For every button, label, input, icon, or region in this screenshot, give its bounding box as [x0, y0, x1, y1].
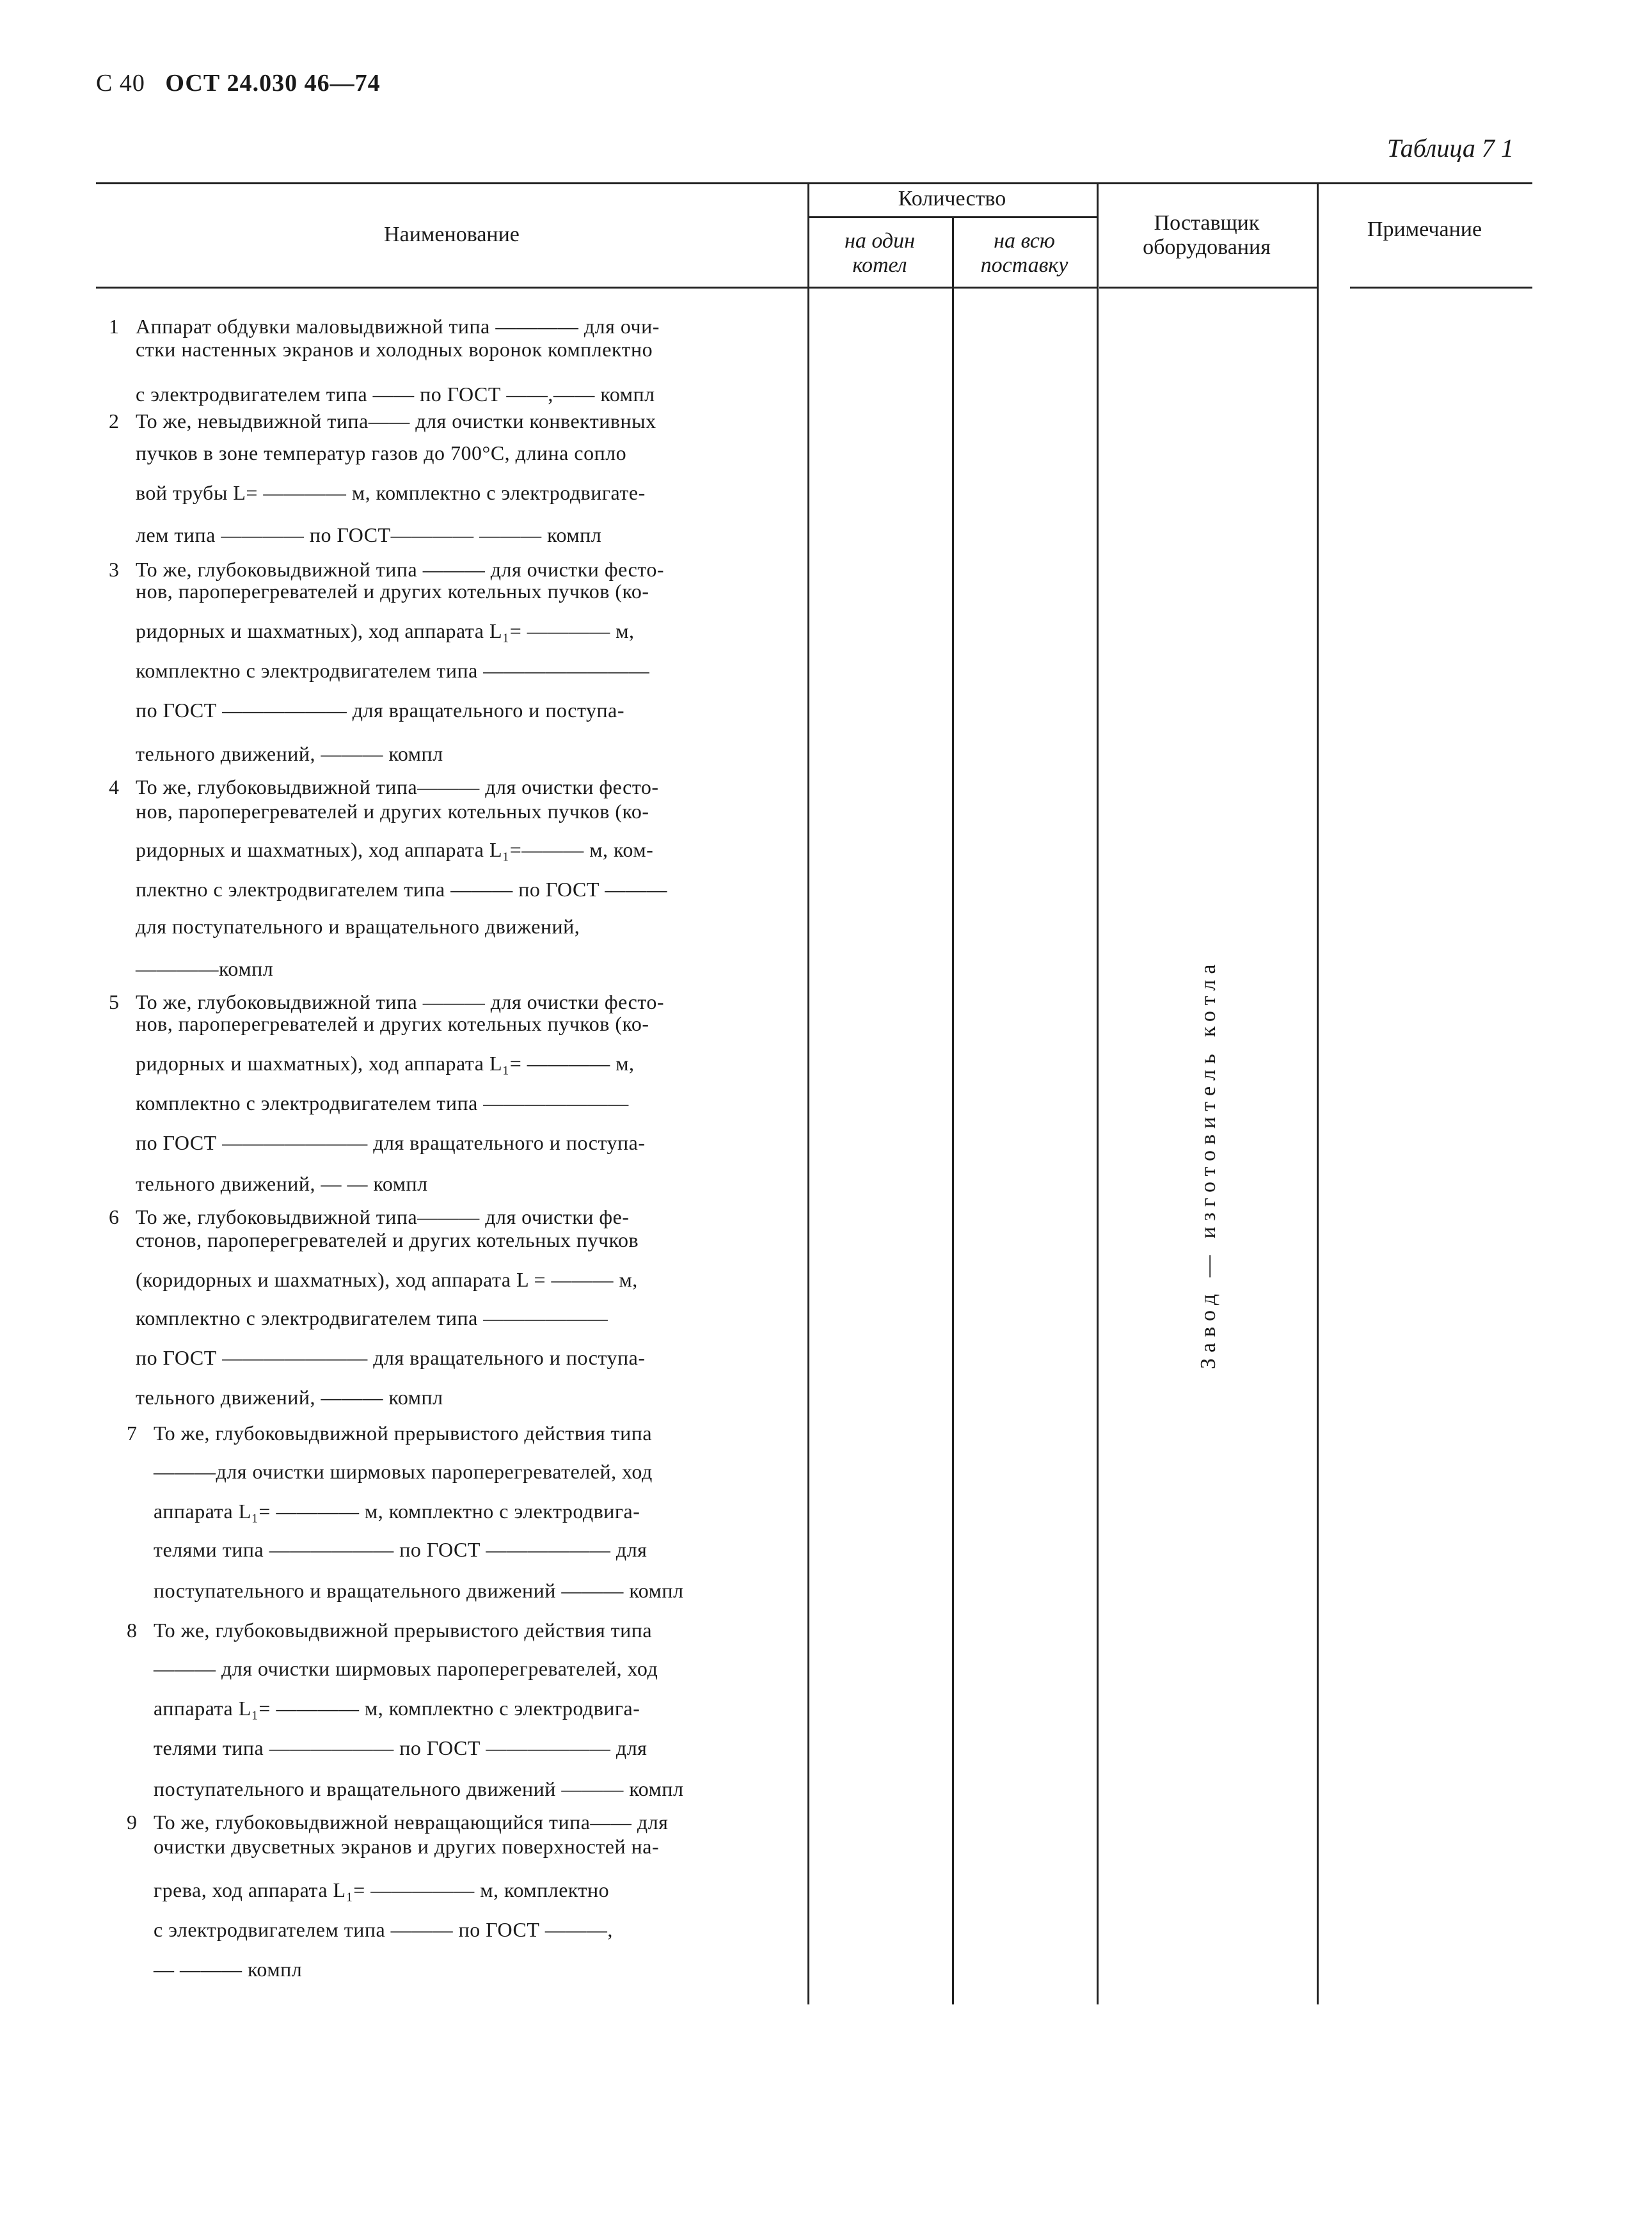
header-bottom-rule-supplier — [1099, 287, 1317, 289]
supplier-value: Завод — изготовитель котла — [1196, 958, 1220, 1369]
row-text-line: аппарата L₁= ———— м, комплектно с электродвига- — [154, 1697, 640, 1720]
col-header-name: Наименование — [384, 223, 520, 246]
row-text-line: ————компл — [136, 957, 274, 980]
row-text-line: вой трубы L= ———— м, комплектно с электродвигате- — [136, 481, 646, 504]
table-title: Таблица 7 1 — [1387, 134, 1514, 163]
row-text-line: тельного движений, ——— компл — [136, 742, 443, 765]
row-text-line: нов, пароперегревателей и других котельных пучков (ко- — [136, 1012, 649, 1035]
row-text-line: То же, глубоковыдвижной типа——— для очистки фесто- — [136, 775, 659, 798]
col-header-per-delivery-l2: поставку — [980, 253, 1068, 277]
row-number: 3 — [109, 558, 119, 581]
row-number: 4 — [109, 775, 119, 798]
row-text-line: тельного движений, ——— компл — [136, 1386, 443, 1409]
row-text-line: с электродвигателем типа —— по ГОСТ ——,—— компл — [136, 383, 655, 406]
column-divider-supplier — [1097, 184, 1099, 2004]
row-text-line: комплектно с электродвигателем типа —————— — [136, 1306, 608, 1329]
standard-number: ОСТ 24.030 46—74 — [165, 70, 381, 97]
row-text-line: То же, невыдвижной типа—— для очистки конвективных — [136, 409, 656, 432]
column-divider-note — [1317, 184, 1319, 2004]
col-header-per-boiler-l2: котел — [852, 253, 907, 277]
col-header-supplier-l1: Поставщик — [1154, 211, 1260, 235]
row-text-line: аппарата L₁= ———— м, комплектно с электродвига- — [154, 1500, 640, 1523]
row-text-line: То же, глубоковыдвижной типа ——— для очистки фесто- — [136, 990, 665, 1013]
row-text-line: плектно с электродвигателем типа ——— по ГОСТ ——— — [136, 878, 667, 901]
row-text-line: То же, глубоковыдвижной невращающийся типа—— для — [154, 1811, 669, 1834]
row-text-line: Аппарат обдувки маловыдвижной типа ———— для очи- — [136, 315, 660, 338]
row-text-line: поступательного и вращательного движений ——— компл — [154, 1579, 684, 1602]
row-text-line: стонов, пароперегревателей и других котельных пучков — [136, 1228, 639, 1251]
row-text-line: телями типа —————— по ГОСТ —————— для — [154, 1538, 647, 1561]
row-number: 8 — [127, 1619, 137, 1642]
row-text-line: нов, пароперегревателей и других котельных пучков (ко- — [136, 800, 649, 823]
row-text-line: — ——— компл — [154, 1958, 303, 1981]
col-header-per-delivery — [952, 229, 1097, 278]
row-text-line: ридорных и шахматных), ход аппарата L₁= ———— м, — [136, 1052, 635, 1075]
row-text-line: комплектно с электродвигателем типа ——————— — [136, 1091, 629, 1114]
col-header-per-boiler-l1: на один — [845, 229, 915, 253]
row-text-line: То же, глубоковыдвижной прерывистого действия типа — [154, 1619, 653, 1642]
column-divider-name — [807, 184, 809, 2004]
row-text-line: для поступательного и вращательного движений, — [136, 915, 580, 938]
row-number: 9 — [127, 1811, 137, 1834]
row-text-line: То же, глубоковыдвижной прерывистого действия типа — [154, 1422, 653, 1445]
row-number: 1 — [109, 315, 119, 338]
col-header-per-boiler — [807, 229, 952, 278]
row-text-line: нов, пароперегревателей и других котельных пучков (ко- — [136, 580, 649, 603]
row-text-line: очистки двусветных экранов и других поверхностей на- — [154, 1835, 660, 1858]
row-text-line: тельного движений, — — компл — [136, 1172, 428, 1195]
row-text-line: по ГОСТ ——————— для вращательного и поступа- — [136, 1346, 646, 1369]
row-number: 5 — [109, 990, 119, 1013]
col-header-per-delivery-l1: на всю — [994, 229, 1055, 253]
page-label: С 40 — [96, 70, 145, 97]
row-number: 7 — [127, 1422, 137, 1445]
col-header-supplier-l2: оборудования — [1143, 235, 1271, 259]
row-text-line: по ГОСТ —————— для вращательного и поступа- — [136, 699, 625, 722]
col-header-supplier — [1097, 211, 1317, 260]
row-text-line: (коридорных и шахматных), ход аппарата L = ——— м, — [136, 1268, 638, 1291]
row-text-line: ридорных и шахматных), ход аппарата L₁=——— м, ком- — [136, 838, 654, 861]
row-text-line: стки настенных экранов и холодных воронок комплектно — [136, 338, 653, 361]
row-text-line: ——— для очистки ширмовых пароперегревателей, ход — [154, 1657, 658, 1680]
row-text-line: То же, глубоковыдвижной типа ——— для очистки фесто- — [136, 558, 665, 581]
row-text-line: То же, глубоковыдвижной типа——— для очистки фе- — [136, 1205, 630, 1228]
col-header-quantity: Количество — [898, 187, 1006, 210]
col-header-note: Примечание — [1367, 218, 1482, 241]
row-number: 2 — [109, 409, 119, 432]
row-text-line: комплектно с электродвигателем типа ———————— — [136, 659, 650, 682]
header-bottom-rule — [96, 287, 819, 289]
row-text-line: ———для очистки ширмовых пароперегревателей, ход — [154, 1460, 653, 1483]
row-text-line: лем типа ———— по ГОСТ———— ——— компл — [136, 523, 602, 546]
row-text-line: грева, ход аппарата L₁= ————— м, комплектно — [154, 1878, 610, 1901]
header-bottom-rule-note — [1350, 287, 1532, 289]
row-text-line: ридорных и шахматных), ход аппарата L₁= ———— м, — [136, 619, 635, 642]
row-text-line: с электродвигателем типа ——— по ГОСТ ———, — [154, 1918, 613, 1941]
page-header — [96, 69, 381, 97]
row-text-line: по ГОСТ ——————— для вращательного и поступа- — [136, 1131, 646, 1154]
row-text-line: пучков в зоне температур газов до 700°С, длина сопло — [136, 441, 627, 464]
column-divider-qty — [952, 216, 954, 2004]
row-number: 6 — [109, 1205, 119, 1228]
row-text-line: поступательного и вращательного движений ——— компл — [154, 1777, 684, 1800]
row-text-line: телями типа —————— по ГОСТ —————— для — [154, 1736, 647, 1759]
